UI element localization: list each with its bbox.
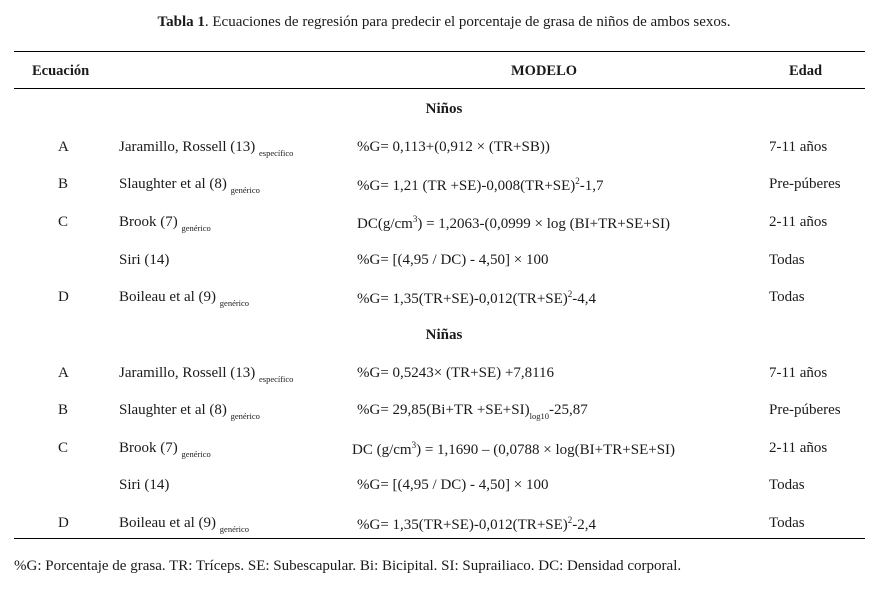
author-name: Jaramillo, Rossell (13) [119,365,256,381]
model-formula [357,289,596,308]
formula-text: DC (g/cm [352,442,412,458]
model-formula [357,365,554,382]
author-name: Slaughter et al (8) [119,176,227,192]
formula-text-tail: -1,7 [579,178,604,194]
equation-letter: A [58,139,69,155]
author-type: específico [258,374,294,384]
author-type: genérico [230,411,260,421]
table-row [0,440,888,464]
age-cell: 7-11 años [769,365,828,381]
table-caption [0,14,888,31]
author-cell [119,289,249,308]
age-cell: 7-11 años [769,139,828,155]
age-cell: 2-11 años [769,440,828,456]
author-type: genérico [219,298,250,308]
formula-superscript: 2 [575,176,580,186]
model-formula [357,139,550,156]
table-row [0,515,888,539]
equation-letter: D [58,289,69,305]
header-model: MODELO [511,63,578,79]
author-type: genérico [181,223,211,233]
author-type: genérico [181,449,211,459]
equation-letter: B [58,176,69,192]
author-type: específico [258,148,294,158]
equation-letter: A [58,365,69,381]
formula-text: %G= 1,21 (TR +SE)-0,008(TR+SE) [357,178,576,194]
formula-superscript: 2 [567,515,573,525]
model-formula [357,214,670,233]
author-name: Siri (14) [119,477,170,493]
formula-text: %G= 29,85(Bi+TR +SE+SI) [357,402,530,418]
author-cell [119,176,260,195]
author-type: genérico [230,185,260,195]
formula-text: %G= 0,5243× (TR+SE) +7,8116 [357,365,555,381]
group-title-boys: Niños [425,101,463,117]
formula-text: %G= 1,35(TR+SE)-0,012(TR+SE) [357,291,568,307]
formula-text-tail: ) = 1,2063-(0,0999 × log (BI+TR+SE+SI) [417,216,671,232]
table-row [0,176,888,200]
author-cell [119,214,211,233]
formula-text: %G= [(4,95 / DC) - 4,50] × 100 [357,252,549,268]
author-name: Brook (7) [119,440,178,456]
model-formula [357,252,548,269]
equation-letter: B [58,402,69,418]
table-row [0,252,888,276]
model-formula [357,477,548,494]
table-row [0,139,888,163]
author-cell [119,440,211,459]
formula-text-tail: -2,4 [572,517,597,533]
author-cell [119,139,293,158]
header-age: Edad [789,63,823,79]
table-footnote: %G: Porcentaje de grasa. TR: Tríceps. SE: Subescapular. Bi: Bicipital. SI: Suprailiaco. DC: Densidad corporal. [14,558,682,574]
formula-superscript: 2 [567,289,573,299]
table-row [0,365,888,389]
model-formula [357,402,588,421]
equation-letter: C [58,440,69,456]
age-cell: Todas [769,515,805,531]
formula-superscript: 3 [411,440,417,450]
formula-superscript: 3 [412,214,418,224]
top-rule [14,51,865,52]
author-cell [119,515,249,534]
table-row [0,477,888,501]
model-formula [352,440,675,459]
table-row [0,214,888,238]
formula-text-tail: -4,4 [572,291,597,307]
age-cell: Todas [769,289,805,305]
age-cell: 2-11 años [769,214,828,230]
author-cell [119,402,260,421]
author-name: Slaughter et al (8) [119,402,227,418]
header-rule [14,88,865,89]
age-cell: Todas [769,477,805,493]
formula-text: %G= [(4,95 / DC) - 4,50] × 100 [357,477,549,493]
author-name: Brook (7) [119,214,178,230]
author-cell [119,365,293,384]
header-equation: Ecuación [32,63,90,79]
formula-text-tail: -25,87 [548,402,588,418]
model-formula [357,176,604,195]
age-cell: Pre-púberes [769,176,841,192]
formula-subscript: log10 [529,411,549,421]
author-name: Siri (14) [119,252,170,268]
formula-text: DC(g/cm [357,216,413,232]
formula-text: %G= 1,35(TR+SE)-0,012(TR+SE) [357,517,568,533]
model-formula [357,515,596,534]
equation-letter: C [58,214,69,230]
author-name: Jaramillo, Rossell (13) [119,139,256,155]
equation-letter: D [58,515,69,531]
caption-label: Tabla 1 [157,14,205,30]
author-name: Boileau et al (9) [119,289,217,305]
author-name: Boileau et al (9) [119,515,217,531]
formula-text: %G= 0,113+(0,912 × (TR+SB)) [357,139,550,155]
table-row [0,289,888,313]
bottom-rule [14,538,865,539]
group-title-girls: Niñas [425,327,463,343]
age-cell: Pre-púberes [769,402,841,418]
author-cell [119,477,169,494]
author-type: genérico [219,524,250,534]
table-row [0,402,888,426]
formula-text-tail: ) = 1,1690 – (0,0788 × log(BI+TR+SE+SI) [416,442,676,458]
age-cell: Todas [769,252,805,268]
caption-text: . Ecuaciones de regresión para predecir el porcentaje de grasa de niños de ambos sexos. [204,14,731,30]
author-cell [119,252,169,269]
